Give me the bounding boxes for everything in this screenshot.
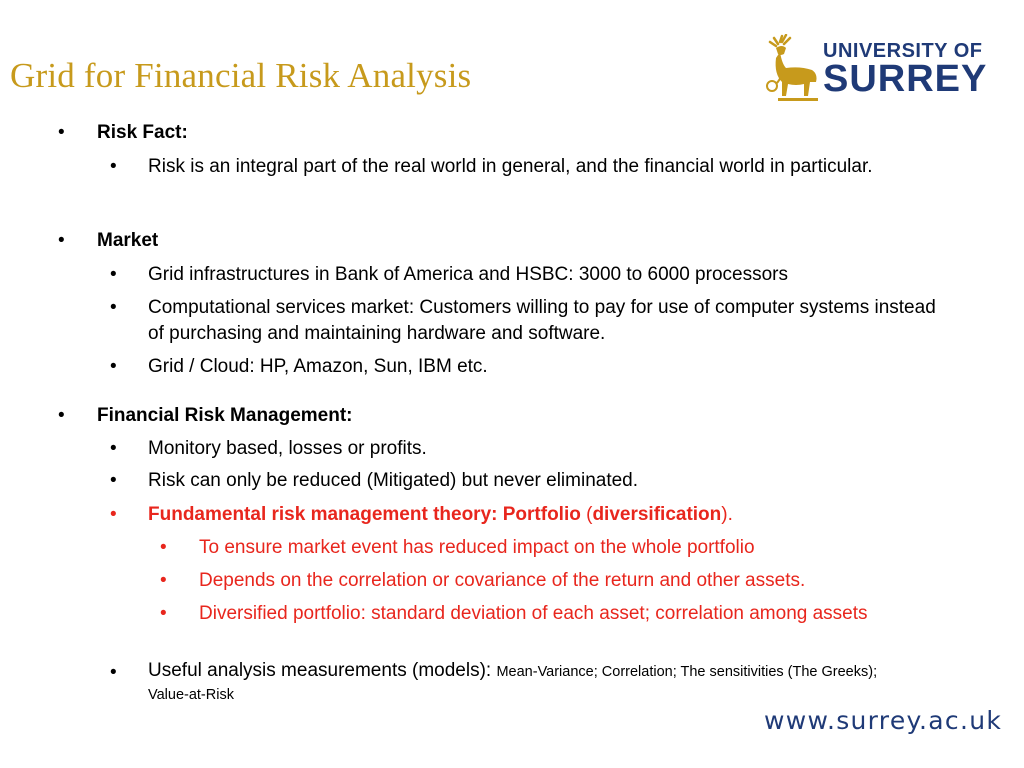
- bullet-dot: •: [110, 438, 117, 459]
- bullet-dot: •: [58, 122, 65, 143]
- list-item-text: Grid infrastructures in Bank of America and HSBC: 3000 to 6000 processors: [148, 264, 788, 285]
- list-item-text: [148, 502, 948, 528]
- list-item-text: [148, 660, 908, 706]
- sub-list-item-text: Diversified portfolio: standard deviation of each asset; correlation among assets: [199, 603, 868, 624]
- university-logo: [760, 34, 990, 106]
- paren-open: (: [580, 504, 593, 525]
- bullet-dot: •: [110, 470, 117, 491]
- section-heading: Risk Fact:: [97, 122, 188, 143]
- bullet-dot: •: [160, 570, 167, 591]
- bullet-dot: •: [160, 537, 167, 558]
- models-label: Useful analysis measurements (models):: [148, 660, 497, 681]
- sub-list-item-text: To ensure market event has reduced impact on the whole portfolio: [199, 537, 755, 558]
- list-item-text: Grid / Cloud: HP, Amazon, Sun, IBM etc.: [148, 356, 488, 377]
- bullet-dot: •: [58, 405, 65, 426]
- list-item-text: Computational services market: Customers willing to pay for use of computer systems instead of purchasing and maintaining hardware and software.: [148, 297, 936, 344]
- bullet-dot: •: [110, 264, 117, 285]
- list-item-text: Risk is an integral part of the real world in general, and the financial world in particular.: [148, 156, 873, 177]
- sub-list-item-text: Depends on the correlation or covariance of the return and other assets.: [199, 570, 806, 591]
- list-item-text: Risk can only be reduced (Mitigated) but never eliminated.: [148, 470, 639, 491]
- section-heading: Financial Risk Management:: [97, 405, 353, 426]
- stag-icon: [760, 34, 822, 106]
- diversification-label: diversification: [592, 504, 722, 525]
- bullet-dot: •: [110, 356, 117, 377]
- logo-surrey-text: SURREY: [823, 58, 988, 100]
- bullet-dot: •: [110, 156, 117, 177]
- paren-close: ).: [721, 504, 733, 525]
- section-heading: Market: [97, 230, 159, 251]
- footer-url: www.surrey.ac.uk: [764, 706, 1003, 735]
- bullet-dot: •: [110, 504, 117, 525]
- bullet-dot: •: [160, 603, 167, 624]
- bullet-dot: •: [58, 230, 65, 251]
- bullet-dot: •: [110, 297, 117, 318]
- slide-title: Grid for Financial Risk Analysis: [10, 56, 472, 95]
- logo-university-of-text: UNIVERSITY OF: [823, 40, 983, 62]
- theory-label: Fundamental risk management theory: Portfolio: [148, 504, 581, 525]
- models-list: Mean-Variance; Correlation; The sensitivities (The Greeks); Value-at-Risk: [148, 664, 878, 703]
- list-item-text: Monitory based, losses or profits.: [148, 438, 427, 459]
- bullet-dot: •: [110, 662, 117, 683]
